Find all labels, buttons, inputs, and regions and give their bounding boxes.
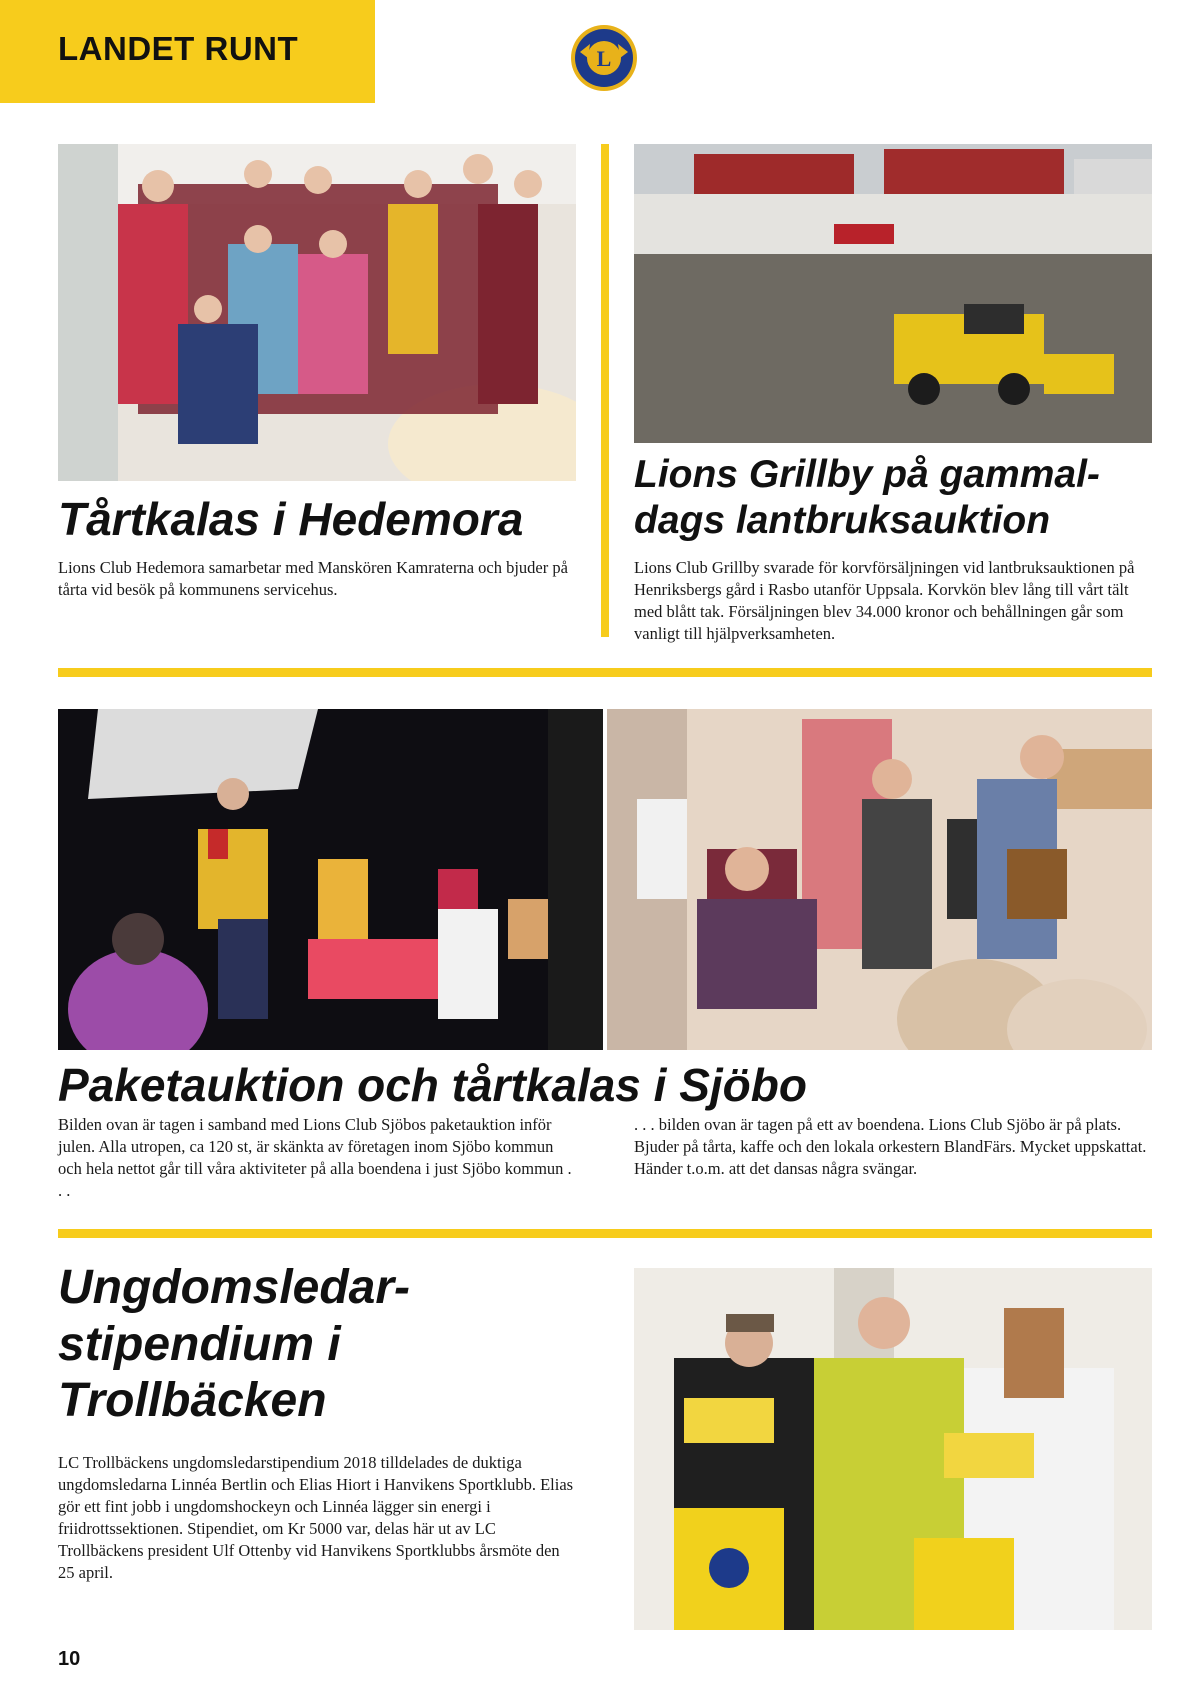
column-divider [601, 144, 609, 637]
sjobo-body-right: . . . bilden ovan är tagen på ett av boendena. Lions Club Sjöbo är på plats. Bjuder på tårta, kaffe och den lokala orkestern BlandFärs. Mycket uppskattat. Händer t.o.m. att det dansas några svängar. [634, 1115, 1147, 1178]
grillby-auction-photo [634, 144, 1152, 443]
grillby-headline [634, 452, 1100, 544]
trollbacken-scholarship-photo [634, 1268, 1152, 1630]
trollbacken-headline-line1: Ungdomsledar- [58, 1261, 411, 1314]
grillby-body: Lions Club Grillby svarade för korvförsäljningen vid lantbruksauktionen på Henriksbergs gård i Rasbo utanför Uppsala. Korvkön blev lång till vårt tält med blått tak. Försäljningen blev 34.000 kronor och behållningen går som vanligt till hjälpverksamheten. [634, 558, 1135, 643]
trollbacken-headline-line3: Trollbäcken [58, 1374, 327, 1428]
sjobo-gift-auction-photo [58, 709, 603, 1050]
hedemora-group-photo [58, 144, 576, 481]
svg-text:L: L [596, 46, 612, 71]
sjobo-band-photo [607, 709, 1152, 1050]
grillby-headline-line2: dags lantbruksauktion [634, 499, 1051, 543]
trollbacken-headline-line2: stipendium i [58, 1317, 341, 1371]
lions-logo-icon [566, 22, 642, 94]
hedemora-headline: Tårtkalas i Hedemora [58, 493, 524, 545]
sjobo-headline: Paketauktion och tårtkalas i Sjöbo [58, 1059, 807, 1111]
trollbacken-headline [58, 1260, 410, 1430]
section-rule [58, 668, 1152, 677]
hedemora-body: Lions Club Hedemora samarbetar med Manskören Kamraterna och bjuder på tårta vid besök på kommunens servicehus. [58, 558, 568, 599]
section-rule [58, 1229, 1152, 1238]
grillby-headline-line1: Lions Grillby på gammal- [634, 453, 1100, 496]
section-label: LANDET RUNT [58, 30, 299, 67]
page-number: 10 [58, 1648, 81, 1670]
trollbacken-body: LC Trollbäckens ungdomsledarstipendium 2018 tilldelades de duktiga ungdomsledarna Linnéa Bertlin och Elias Hiort i Hanvikens Sportklubb. Elias gör ett fint jobb i ungdomshockeyn och Linnéa lägger sin energi i friidrottssektionen. Stipendiet, om Kr 5000 var, delas här ut av LC Trollbäckens president Ulf Ottenby vid Hanvikens Sportklubbs årsmöte den 25 april. [58, 1453, 574, 1582]
sjobo-body-left: Bilden ovan är tagen i samband med Lions Club Sjöbos paketauktion inför julen. Alla utropen, ca 120 st, är skänkta av företagen inom Sjöbo kommun och hela nettot går till våra aktiviteter på alla boendena i just Sjöbo kommun . . . [58, 1115, 572, 1200]
